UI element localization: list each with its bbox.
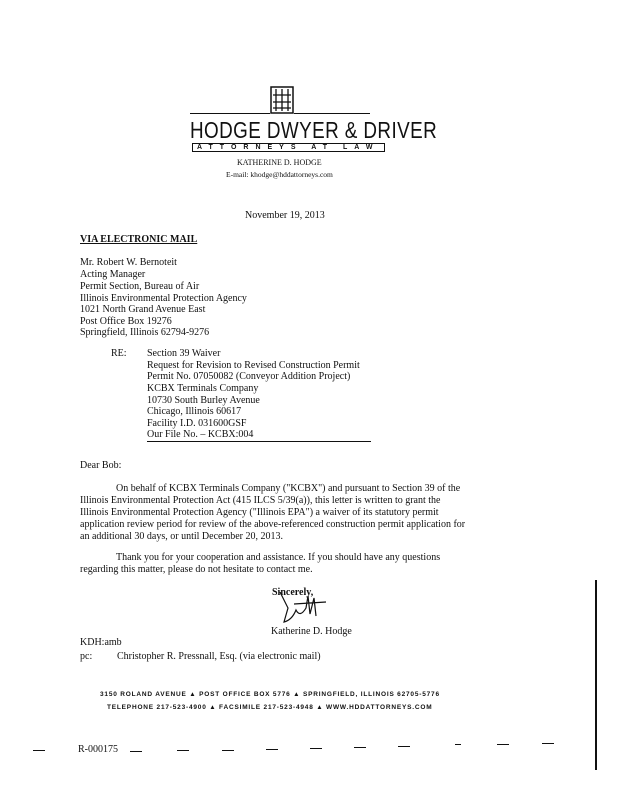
closing: Sincerely, [272,587,314,598]
address-line: Acting Manager [80,269,146,280]
body-line: Illinois Environmental Protection Agency ("Illinois EPA") a waiver of its statutory permit [80,507,439,518]
body-line: regarding this matter, please do not hesitate to contact me. [80,564,313,575]
address-line: Springfield, Illinois 62794-9276 [80,327,210,338]
re-label: RE: [111,348,127,359]
body-line: Thank you for your cooperation and assistance. If you should have any questions [116,552,441,563]
address-line: 1021 North Grand Avenue East [80,304,206,315]
attorney-email[interactable]: E-mail: khodge@hddattorneys.com [226,170,333,179]
salutation: Dear Bob: [80,460,122,471]
address-line: Permit Section, Bureau of Air [80,281,200,292]
bates-number: R-000175 [78,744,118,755]
signer-name: Katherine D. Hodge [271,626,352,637]
re-file-number: Our File No. – KCBX:004 [147,429,254,440]
signature-icon [278,590,328,626]
body-line: On behalf of KCBX Terminals Company ("KCBX") and pursuant to Section 39 of the [116,483,461,494]
re-line: 10730 South Burley Avenue [147,395,260,406]
firm-name: HODGE DWYER & DRIVER [190,117,438,143]
firm-tagline: ATTORNEYS AT LAW [192,143,385,152]
attorney-name: KATHERINE D. HODGE [237,158,322,167]
re-line: Chicago, Illinois 60617 [147,406,242,417]
re-line: Section 39 Waiver [147,348,221,359]
firm-logo-icon [270,86,294,114]
body-line: an additional 30 days, or until December 20, 2013. [80,531,284,542]
cc-label: pc: [80,651,93,662]
re-line: Permit No. 07050082 (Conveyor Addition Project) [147,371,351,382]
re-underline [147,441,371,442]
footer-address: 3150 ROLAND AVENUE ▲ POST OFFICE BOX 5776 ▲ SPRINGFIELD, ILLINOIS 62705-5776 [100,691,440,698]
address-line: Illinois Environmental Protection Agency [80,293,247,304]
address-line: Mr. Robert W. Bernoteit [80,257,177,268]
typist-initials: KDH:amb [80,637,122,648]
letter-date: November 19, 2013 [245,210,325,221]
address-line: Post Office Box 19276 [80,316,172,327]
body-line: application review period for review of the above-referenced construction permit application for [80,519,466,530]
body-line: Illinois Environmental Protection Act (415 ILCS 5/39(a)), this letter is written to grant the [80,495,441,506]
re-line: KCBX Terminals Company [147,383,259,394]
cc-recipient: Christopher R. Pressnall, Esq. (via electronic mail) [117,651,321,662]
re-line: Facility I.D. 031600GSF [147,418,247,429]
delivery-method: VIA ELECTRONIC MAIL [80,234,198,245]
footer-contact: TELEPHONE 217-523-4900 ▲ FACSIMILE 217-523-4948 ▲ WWW.HDDATTORNEYS.COM [107,704,433,711]
re-line: Request for Revision to Revised Construction Permit [147,360,360,371]
